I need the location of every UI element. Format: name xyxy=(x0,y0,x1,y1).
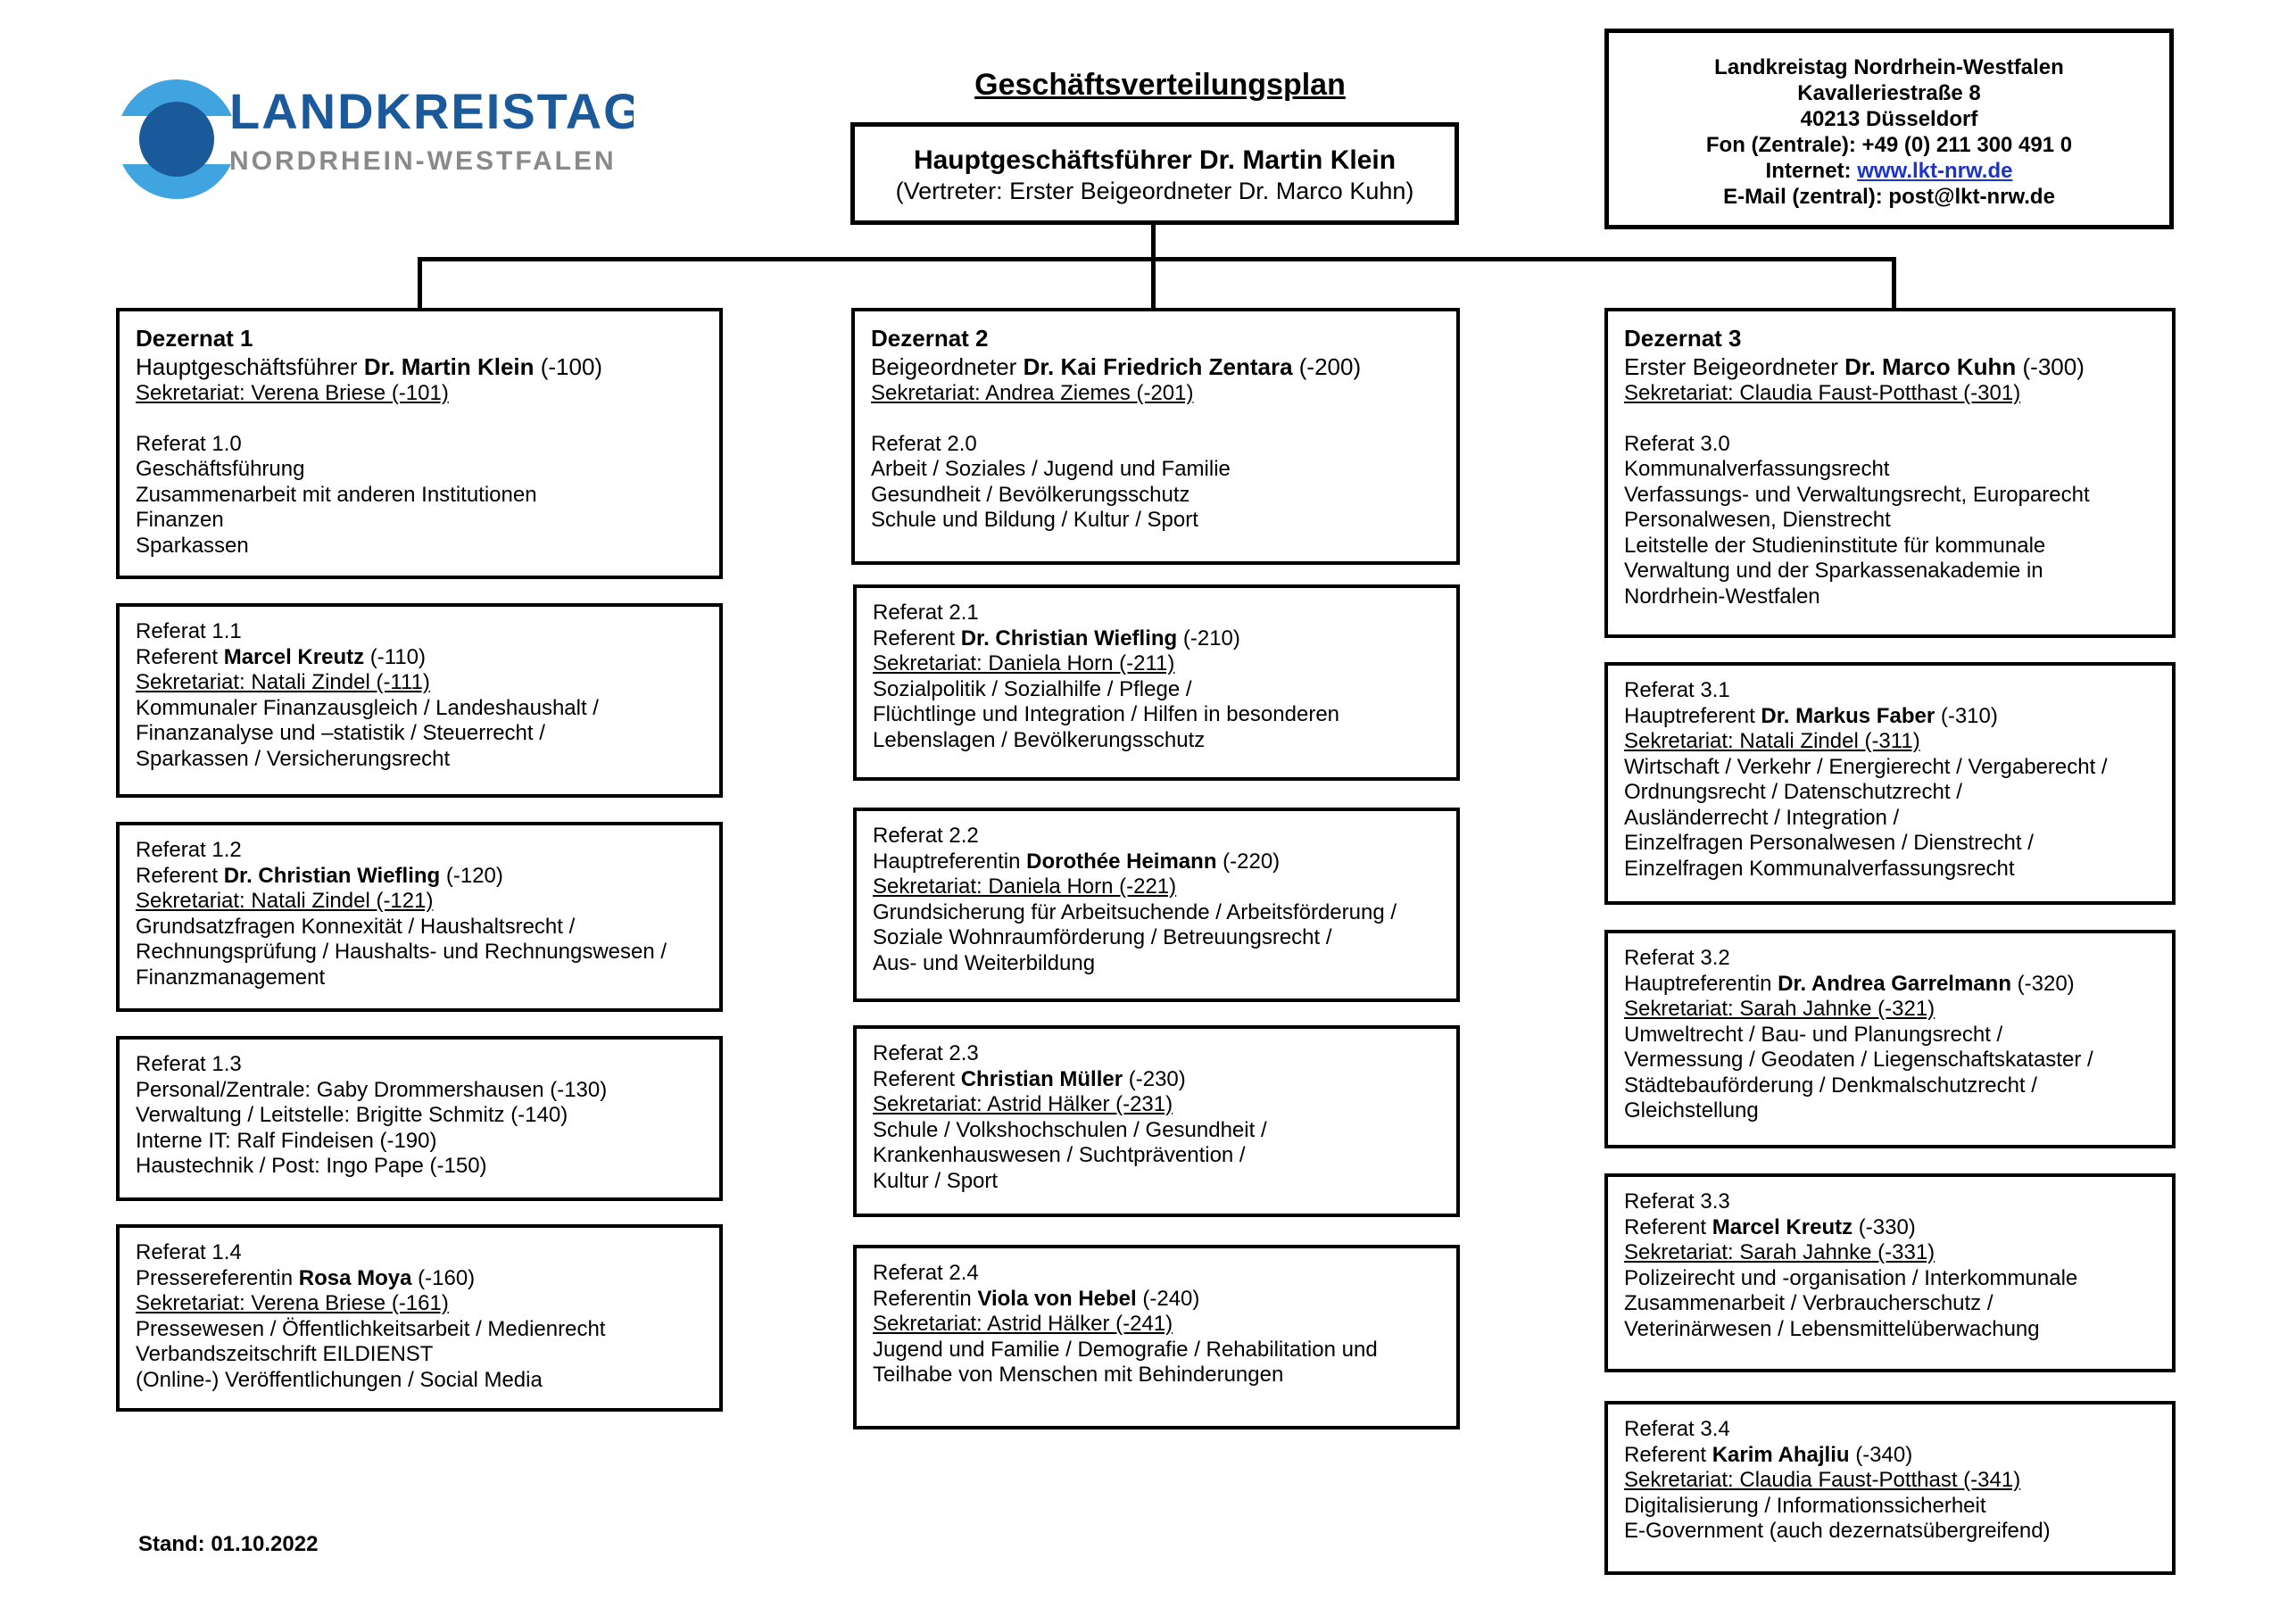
connector-dezernat3 xyxy=(1892,257,1896,308)
referat-secretary: Sekretariat: Verena Briese (-161) xyxy=(136,1291,449,1315)
task-line: Umweltrecht / Bau- und Planungsrecht / xyxy=(1624,1022,2003,1047)
referat-secretary: Sekretariat: Daniela Horn (-211) xyxy=(873,651,1175,675)
referat-2-4-box xyxy=(853,1245,1460,1429)
referat-lead: Referentin Viola von Hebel (-240) xyxy=(873,1286,1200,1311)
referat-lead: Hauptreferent Dr. Markus Faber (-310) xyxy=(1624,703,1998,728)
referat-title: Referat 2.4 xyxy=(873,1261,979,1285)
dezernat-title: Dezernat 1 xyxy=(136,325,253,352)
task-line: Verwaltung und der Sparkassenakademie in xyxy=(1624,559,2043,583)
task-line: Lebenslagen / Bevölkerungsschutz xyxy=(873,727,1206,752)
contact-street: Kavalleriestraße 8 xyxy=(1797,81,1981,105)
contact-internet xyxy=(1609,158,2169,184)
task-line: Teilhabe von Menschen mit Behinderungen xyxy=(873,1363,1284,1387)
task-line: Rechnungsprüfung / Haushalts- und Rechnungswesen / xyxy=(136,940,667,964)
task-line: Interne IT: Ralf Findeisen (-190) xyxy=(136,1128,437,1153)
logo-brand-line2: NORDRHEIN-WESTFALEN xyxy=(229,146,617,176)
dezernat-lead: Erster Beigeordneter Dr. Marco Kuhn (-300) xyxy=(1624,353,2085,380)
referat-lead: Hauptreferentin Dr. Andrea Garrelmann (-320) xyxy=(1624,971,2075,996)
referat-title: Referat 1.2 xyxy=(136,838,242,862)
referat-title: Referat 2.1 xyxy=(873,601,979,625)
referat-1-1-box xyxy=(116,603,723,798)
task-line: Personal/Zentrale: Gaby Drommershausen (-130) xyxy=(136,1077,608,1102)
dezernat-lead: Beigeordneter Dr. Kai Friedrich Zentara (-200) xyxy=(871,353,1362,380)
task-line: Finanzen xyxy=(136,508,224,532)
task-line: Ordnungsrecht / Datenschutzrecht / xyxy=(1624,780,1962,804)
referat-title: Referat 3.2 xyxy=(1624,946,1730,970)
task-line: Jugend und Familie / Demografie / Rehabilitation und xyxy=(873,1337,1378,1362)
referat-1-4-box xyxy=(116,1224,723,1412)
task-line: Schule und Bildung / Kultur / Sport xyxy=(871,508,1198,532)
referat-1-2-box xyxy=(116,822,723,1012)
referat-lead: Referent Dr. Christian Wiefling (-210) xyxy=(873,626,1240,650)
task-line: Städtebauförderung / Denkmalschutzrecht / xyxy=(1624,1073,2037,1098)
task-line: Krankenhauswesen / Suchtprävention / xyxy=(873,1143,1246,1167)
task-line: Einzelfragen Personalwesen / Dienstrecht / xyxy=(1624,831,2034,855)
referat-secretary: Sekretariat: Astrid Hälker (-231) xyxy=(873,1092,1173,1116)
referat-3-4-box xyxy=(1604,1401,2176,1575)
task-line: Personalwesen, Dienstrecht xyxy=(1624,508,1891,532)
referat-lead: Hauptreferentin Dorothée Heimann (-220) xyxy=(873,849,1281,874)
task-line: Grundsicherung für Arbeitsuchende / Arbeitsförderung / xyxy=(873,899,1397,924)
referat-secretary: Sekretariat: Natali Zindel (-121) xyxy=(136,889,434,913)
referat-title: Referat 3.1 xyxy=(1624,678,1730,702)
referat-title: Referat 2.3 xyxy=(873,1041,979,1065)
referat-secretary: Sekretariat: Natali Zindel (-311) xyxy=(1624,729,1920,753)
referat-lead: Referent Christian Müller (-230) xyxy=(873,1066,1186,1091)
dezernat-lead: Hauptgeschäftsführer Dr. Martin Klein (-100) xyxy=(136,353,603,380)
internet-link[interactable]: www.lkt-nrw.de xyxy=(1857,159,2013,183)
task-line: Digitalisierung / Informationssicherheit xyxy=(1624,1493,1986,1518)
connector-dezernat1 xyxy=(418,257,422,308)
task-line: Finanzmanagement xyxy=(136,965,326,990)
referat-title: Referat 2.2 xyxy=(873,824,979,848)
contact-box xyxy=(1604,29,2174,229)
referat-secretary: Sekretariat: Sarah Jahnke (-321) xyxy=(1624,997,1935,1021)
head-name: Hauptgeschäftsführer Dr. Martin Klein xyxy=(913,145,1397,175)
referat-title: Referat 3.3 xyxy=(1624,1189,1730,1214)
referat-secretary: Sekretariat: Sarah Jahnke (-331) xyxy=(1624,1240,1935,1264)
referat-2-2-box xyxy=(853,808,1460,1002)
referat-title: Referat 1.3 xyxy=(136,1052,242,1076)
task-line: Ausländerrecht / Integration / xyxy=(1624,805,1900,830)
dezernat-title: Dezernat 2 xyxy=(871,325,989,352)
dezernat-3-box xyxy=(1604,308,2176,638)
lkt-logo xyxy=(116,64,634,216)
head-box xyxy=(850,122,1459,225)
task-line: Aus- und Weiterbildung xyxy=(873,950,1096,975)
task-line: Verbandszeitschrift EILDIENST xyxy=(136,1342,434,1366)
referat-lead: Referent Marcel Kreutz (-330) xyxy=(1624,1214,1916,1239)
referat-3-3-box xyxy=(1604,1173,2176,1372)
task-line: Kommunalverfassungsrecht xyxy=(1624,457,1890,481)
page-title: Geschäftsverteilungsplan xyxy=(974,68,1346,102)
dezernat-secretary: Sekretariat: Claudia Faust-Potthast (-301) xyxy=(1624,381,2021,405)
referat-lead: Referent Dr. Christian Wiefling (-120) xyxy=(136,863,503,888)
dezernat-title: Dezernat 3 xyxy=(1624,325,1742,352)
referat-2-1-box xyxy=(853,584,1460,781)
referat-secretary: Sekretariat: Astrid Hälker (-241) xyxy=(873,1312,1173,1336)
task-line: Nordrhein-Westfalen xyxy=(1624,584,1820,609)
task-line: Leitstelle der Studieninstitute für kommunale xyxy=(1624,533,2046,558)
referat-title: Referat 2.0 xyxy=(871,431,977,456)
task-line: Gesundheit / Bevölkerungsschutz xyxy=(871,482,1190,507)
task-line: Flüchtlinge und Integration / Hilfen in besonderen xyxy=(873,702,1340,726)
referat-title: Referat 3.0 xyxy=(1624,431,1730,456)
task-line: Wirtschaft / Verkehr / Energierecht / Vergaberecht / xyxy=(1624,754,2108,779)
task-line: Polizeirecht und -organisation / Interkommunale xyxy=(1624,1265,2078,1290)
task-line: Soziale Wohnraumförderung / Betreuungsrecht / xyxy=(873,925,1332,949)
task-line: Kultur / Sport xyxy=(873,1168,999,1193)
dezernat-secretary: Sekretariat: Verena Briese (-101) xyxy=(136,381,449,405)
contact-city: 40213 Düsseldorf xyxy=(1800,107,1978,131)
connector-horizontal xyxy=(418,257,1896,261)
task-line: Gleichstellung xyxy=(1624,1098,1759,1123)
contact-org: Landkreistag Nordrhein-Westfalen xyxy=(1714,55,2064,79)
task-line: Schule / Volkshochschulen / Gesundheit / xyxy=(873,1117,1267,1142)
task-line: Zusammenarbeit mit anderen Institutionen xyxy=(136,482,537,507)
task-line: Kommunaler Finanzausgleich / Landeshaushalt / xyxy=(136,695,599,720)
task-line: Zusammenarbeit / Verbraucherschutz / xyxy=(1624,1291,1993,1315)
logo-emblem-icon xyxy=(116,64,634,216)
referat-2-3-box xyxy=(853,1025,1460,1217)
referat-title: Referat 3.4 xyxy=(1624,1417,1730,1441)
referat-title: Referat 1.4 xyxy=(136,1240,242,1264)
contact-email: E-Mail (zentral): post@lkt-nrw.de xyxy=(1723,185,2055,209)
task-line: Sozialpolitik / Sozialhilfe / Pflege / xyxy=(873,676,1192,701)
task-line: Verwaltung / Leitstelle: Brigitte Schmitz (-140) xyxy=(136,1103,568,1127)
referat-lead: Referent Karim Ahajliu (-340) xyxy=(1624,1442,1913,1467)
referat-secretary: Sekretariat: Natali Zindel (-111) xyxy=(136,670,430,694)
logo-brand-line1: LANDKREISTAG xyxy=(229,83,634,139)
referat-1-3-box xyxy=(116,1036,723,1201)
referat-lead: Referent Marcel Kreutz (-110) xyxy=(136,644,427,669)
head-deputy: (Vertreter: Erster Beigeordneter Dr. Marco Kuhn) xyxy=(895,178,1414,204)
stand-date: Stand: 01.10.2022 xyxy=(138,1532,319,1556)
task-line: Vermessung / Geodaten / Liegenschaftskataster / xyxy=(1624,1048,2093,1072)
task-line: Verfassungs- und Verwaltungsrecht, Europarecht xyxy=(1624,482,2090,507)
task-line: Pressewesen / Öffentlichkeitsarbeit / Medienrecht xyxy=(136,1316,606,1341)
task-line: (Online-) Veröffentlichungen / Social Media xyxy=(136,1367,543,1392)
task-line: Sparkassen xyxy=(136,533,249,558)
referat-secretary: Sekretariat: Daniela Horn (-221) xyxy=(873,874,1177,899)
task-line: E-Government (auch dezernatsübergreifend) xyxy=(1624,1519,2051,1543)
referat-title: Referat 1.0 xyxy=(136,431,242,456)
task-line: Veterinärwesen / Lebensmittelüberwachung xyxy=(1624,1316,2040,1341)
dezernat-1-box xyxy=(116,308,723,579)
task-line: Arbeit / Soziales / Jugend und Familie xyxy=(871,457,1231,481)
referat-secretary: Sekretariat: Claudia Faust-Potthast (-341) xyxy=(1624,1468,2021,1492)
referat-title: Referat 1.1 xyxy=(136,619,242,643)
task-line: Finanzanalyse und –statistik / Steuerrecht / xyxy=(136,721,545,745)
task-line: Geschäftsführung xyxy=(136,457,305,481)
dezernat-secretary: Sekretariat: Andrea Ziemes (-201) xyxy=(871,381,1194,405)
referat-3-1-box xyxy=(1604,662,2176,905)
task-line: Grundsatzfragen Konnexität / Haushaltsrecht / xyxy=(136,914,576,939)
task-line: Haustechnik / Post: Ingo Pape (-150) xyxy=(136,1154,487,1178)
internet-label: Internet: xyxy=(1765,159,1858,183)
connector-vertical-head xyxy=(1151,225,1156,308)
task-line: Einzelfragen Kommunalverfassungsrecht xyxy=(1624,856,2015,881)
task-line: Sparkassen / Versicherungsrecht xyxy=(136,746,451,771)
referat-3-2-box xyxy=(1604,930,2176,1148)
contact-phone: Fon (Zentrale): +49 (0) 211 300 491 0 xyxy=(1705,133,2073,157)
referat-lead: Pressereferentin Rosa Moya (-160) xyxy=(136,1265,476,1290)
dezernat-2-box xyxy=(851,308,1460,565)
